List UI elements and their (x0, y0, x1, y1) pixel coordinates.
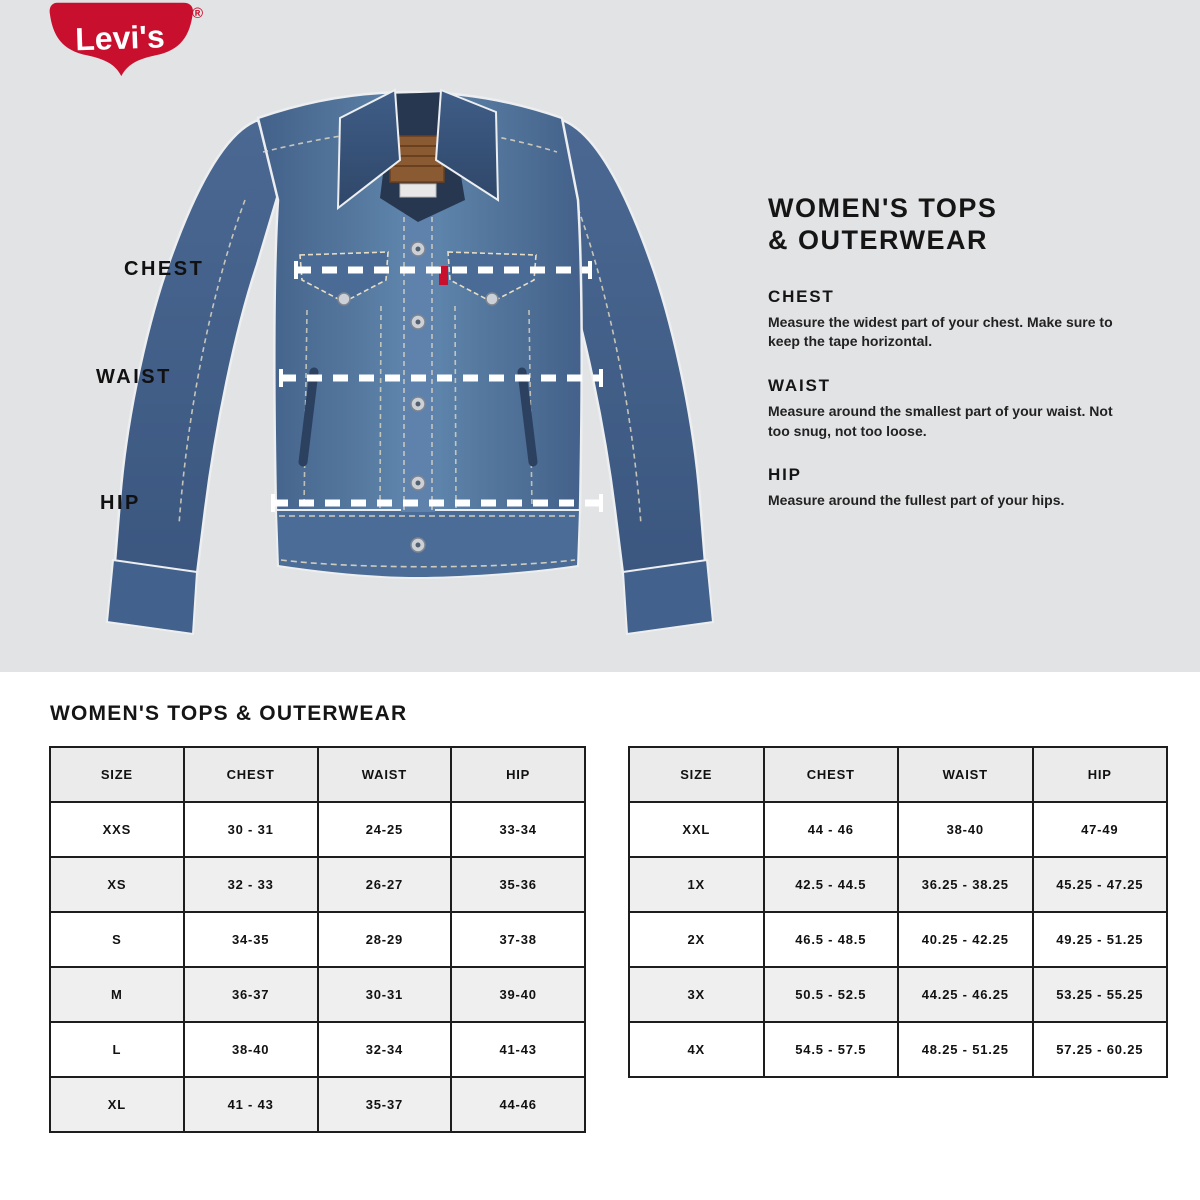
panel-seam-3 (455, 306, 456, 508)
column-header: WAIST (318, 747, 452, 802)
jacket-illustration (75, 80, 745, 640)
guide-title: WOMEN'S TOPS & OUTERWEAR (768, 193, 998, 256)
size-table-regular (49, 746, 586, 1133)
table-cell: 44 - 46 (764, 802, 899, 857)
column-header: WAIST (898, 747, 1033, 802)
left-pocket-button (338, 293, 350, 305)
table-cell: 32 - 33 (184, 857, 318, 912)
table-cell: XL (50, 1077, 184, 1132)
table-cell: 44.25 - 46.25 (898, 967, 1033, 1022)
size-section-title: WOMEN'S TOPS & OUTERWEAR (50, 702, 408, 725)
table-cell: 40.25 - 42.25 (898, 912, 1033, 967)
measure-instructions (768, 192, 1128, 535)
table-cell: XS (50, 857, 184, 912)
size-table-regular-body (50, 802, 585, 1132)
column-header: HIP (1033, 747, 1168, 802)
table-cell: 2X (629, 912, 764, 967)
table-cell: 35-36 (451, 857, 585, 912)
right-pocket-button (486, 293, 498, 305)
left-cuff (107, 560, 197, 634)
table-cell: 41-43 (451, 1022, 585, 1077)
size-table-plus-header (629, 747, 1167, 802)
column-header: SIZE (629, 747, 764, 802)
column-header: CHEST (764, 747, 899, 802)
table-cell: 49.25 - 51.25 (1033, 912, 1168, 967)
chest-label: CHEST (124, 258, 205, 280)
table-cell: 45.25 - 47.25 (1033, 857, 1168, 912)
table-row (50, 802, 585, 857)
table-cell: 3X (629, 967, 764, 1022)
table-row (629, 857, 1167, 912)
table-row (50, 1022, 585, 1077)
table-row (50, 967, 585, 1022)
table-cell: 47-49 (1033, 802, 1168, 857)
registered-mark: ® (191, 4, 204, 22)
table-cell: 39-40 (451, 967, 585, 1022)
table-row (629, 802, 1167, 857)
table-cell: 48.25 - 51.25 (898, 1022, 1033, 1077)
guide-section-hip (768, 465, 1128, 511)
table-cell: 24-25 (318, 802, 452, 857)
table-cell: 37-38 (451, 912, 585, 967)
table-cell: 38-40 (184, 1022, 318, 1077)
table-row (50, 1077, 585, 1132)
table-cell: 54.5 - 57.5 (764, 1022, 899, 1077)
table-cell: 41 - 43 (184, 1077, 318, 1132)
guide-waist-text: Measure around the smallest part of your waist. Not too snug, not too loose. (768, 402, 1113, 439)
table-cell: L (50, 1022, 184, 1077)
guide-hip-heading: HIP (768, 465, 802, 485)
guide-section-chest (768, 287, 1128, 352)
table-cell: 36-37 (184, 967, 318, 1022)
table-header-row (50, 747, 585, 802)
table-cell: 35-37 (318, 1077, 452, 1132)
table-cell: 28-29 (318, 912, 452, 967)
care-label (400, 184, 436, 197)
size-table-regular-header (50, 747, 585, 802)
table-header-row (629, 747, 1167, 802)
table-cell: 50.5 - 52.5 (764, 967, 899, 1022)
guide-waist-heading: WAIST (768, 375, 831, 395)
table-row (629, 1022, 1167, 1077)
table-row (629, 967, 1167, 1022)
column-header: HIP (451, 747, 585, 802)
table-row (629, 912, 1167, 967)
size-table-plus (628, 746, 1168, 1078)
table-cell: 46.5 - 48.5 (764, 912, 899, 967)
waistband (276, 510, 580, 578)
table-row (50, 857, 585, 912)
hip-label: HIP (100, 492, 141, 514)
table-cell: S (50, 912, 184, 967)
table-cell: 30 - 31 (184, 802, 318, 857)
table-cell: 32-34 (318, 1022, 452, 1077)
table-cell: 38-40 (898, 802, 1033, 857)
column-header: CHEST (184, 747, 318, 802)
column-header: SIZE (50, 747, 184, 802)
table-cell: 26-27 (318, 857, 452, 912)
table-cell: 30-31 (318, 967, 452, 1022)
waist-label: WAIST (96, 366, 172, 388)
table-cell: M (50, 967, 184, 1022)
table-cell: 4X (629, 1022, 764, 1077)
logo-wordmark: Levi's (74, 18, 166, 58)
table-cell: 34-35 (184, 912, 318, 967)
right-cuff (623, 560, 713, 634)
table-cell: 44-46 (451, 1077, 585, 1132)
table-cell: XXL (629, 802, 764, 857)
levis-logo (46, 0, 206, 92)
size-table-plus-body (629, 802, 1167, 1077)
table-cell: 57.25 - 60.25 (1033, 1022, 1168, 1077)
table-cell: XXS (50, 802, 184, 857)
guide-section-waist (768, 376, 1128, 441)
guide-hip-text: Measure around the fullest part of your hips. (768, 492, 1065, 509)
guide-chest-text: Measure the widest part of your chest. Make sure to keep the tape horizontal. (768, 313, 1113, 350)
table-cell: 33-34 (451, 802, 585, 857)
table-cell: 1X (629, 857, 764, 912)
table-cell: 42.5 - 44.5 (764, 857, 899, 912)
guide-chest-heading: CHEST (768, 286, 835, 306)
table-cell: 53.25 - 55.25 (1033, 967, 1168, 1022)
panel-seam-2 (380, 306, 381, 508)
table-row (50, 912, 585, 967)
table-cell: 36.25 - 38.25 (898, 857, 1033, 912)
